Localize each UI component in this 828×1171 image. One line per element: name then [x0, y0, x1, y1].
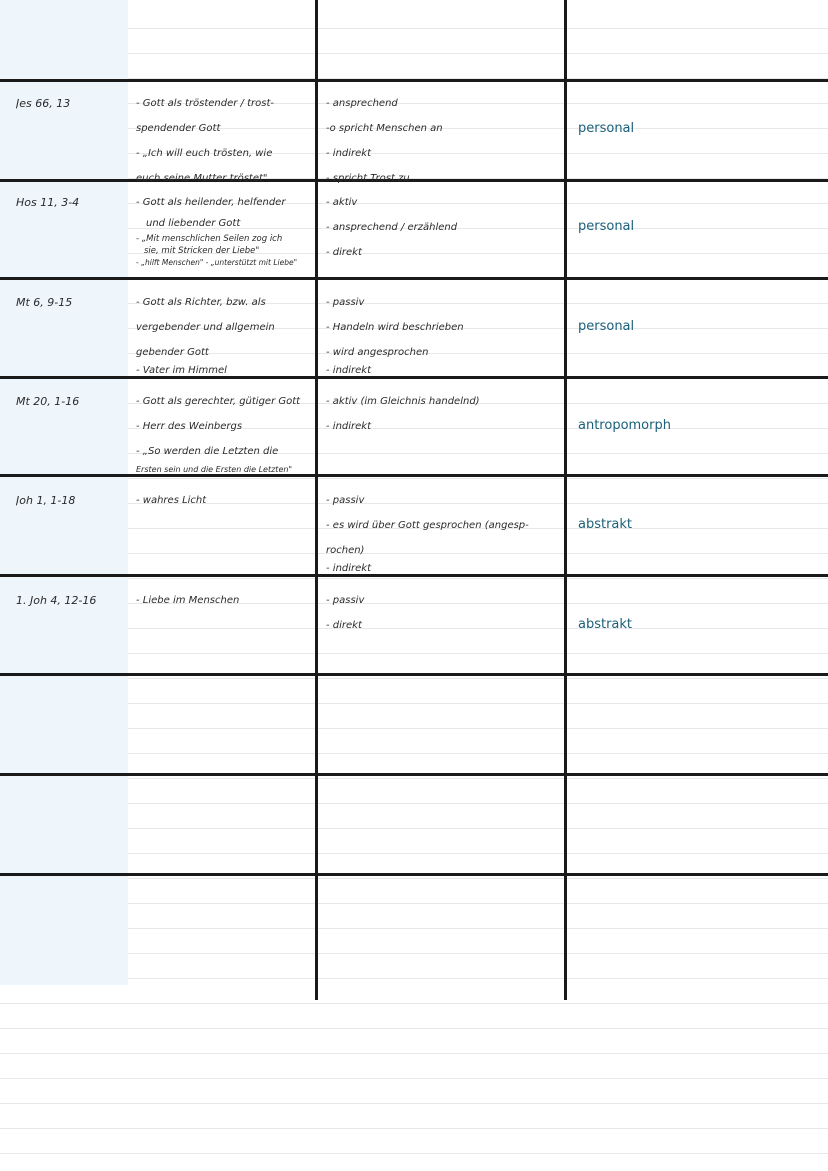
style-line: - indirekt: [326, 563, 372, 574]
category-label: antropomorph: [578, 418, 671, 433]
column-divider: [564, 0, 567, 1000]
description-line: und liebender Gott: [146, 218, 241, 229]
style-cell: [326, 389, 564, 439]
table-rule: [0, 873, 828, 876]
description-cell: [136, 488, 316, 513]
description-line: vergebender und allgemein: [136, 322, 275, 333]
style-line: - indirekt: [326, 365, 372, 376]
category-label: abstrakt: [578, 617, 633, 632]
description-line: gebender Gott: [136, 347, 209, 358]
style-line: - passiv: [326, 595, 365, 606]
table-rule: [0, 277, 828, 280]
description-line: euch seine Mutter tröstet": [136, 173, 268, 184]
description-line: - „Mit menschlichen Seilen zog ich: [136, 234, 283, 244]
description-cell: [136, 389, 316, 476]
style-cell: [326, 91, 564, 191]
table-rule: [0, 773, 828, 776]
description-cell: [136, 190, 316, 269]
description-line: spendender Gott: [136, 123, 221, 134]
table-rule: [0, 673, 828, 676]
style-line: - passiv: [326, 297, 365, 308]
category-label: personal: [578, 121, 635, 136]
description-line: - Gott als heilender, helfender: [136, 197, 286, 208]
style-line: - passiv: [326, 495, 365, 506]
description-line: - Liebe im Menschen: [136, 595, 240, 606]
table-rule: [0, 474, 828, 477]
style-line: - direkt: [326, 620, 362, 631]
style-line: - indirekt: [326, 148, 372, 159]
description-line: - Herr des Weinbergs: [136, 421, 243, 432]
description-line: Ersten sein und die Ersten die Letzten": [136, 465, 293, 474]
category-label: personal: [578, 219, 635, 234]
style-cell: [326, 290, 564, 377]
bible-reference: 1. Joh 4, 12-16: [16, 594, 97, 607]
description-line: - „So werden die Letzten die: [136, 446, 279, 457]
description-line: - Gott als Richter, bzw. als: [136, 297, 266, 308]
description-cell: [136, 290, 316, 377]
description-cell: [136, 588, 316, 613]
style-cell: [326, 588, 564, 638]
style-line: - es wird über Gott gesprochen (angesp-: [326, 520, 529, 531]
style-line: - direkt: [326, 247, 362, 258]
style-line: - indirekt: [326, 421, 372, 432]
bible-reference: Mt 20, 1-16: [16, 395, 80, 408]
description-line: - Gott als tröstender / trost-: [136, 98, 274, 109]
style-line: - ansprechend: [326, 98, 398, 109]
style-line: - aktiv: [326, 197, 358, 208]
style-line: -o spricht Menschen an: [326, 123, 443, 134]
description-cell: [136, 91, 316, 191]
description-line: - wahres Licht: [136, 495, 207, 506]
style-cell: [326, 190, 564, 265]
category-label: abstrakt: [578, 517, 633, 532]
bible-reference: Hos 11, 3-4: [16, 196, 80, 209]
description-line: - Gott als gerechter, gütiger Gott: [136, 396, 301, 407]
style-line: - Handeln wird beschrieben: [326, 322, 464, 333]
bible-reference: Joh 1, 1-18: [16, 494, 76, 507]
bible-reference: Mt 6, 9-15: [16, 296, 73, 309]
bible-reference: Jes 66, 13: [16, 97, 71, 110]
category-label: personal: [578, 319, 635, 334]
description-line: - „Ich will euch trösten, wie: [136, 148, 273, 159]
style-line: - aktiv (im Gleichnis handelnd): [326, 396, 480, 407]
style-line: - wird angesprochen: [326, 347, 429, 358]
description-line: sie, mit Stricken der Liebe": [144, 246, 260, 256]
style-cell: [326, 488, 564, 575]
table-rule: [0, 79, 828, 82]
description-line: - Vater im Himmel: [136, 365, 227, 376]
style-line: - spricht Trost zu: [326, 173, 410, 184]
style-line: rochen): [326, 545, 365, 556]
style-line: - ansprechend / erzählend: [326, 222, 458, 233]
description-line: - „hilft Menschen" - „unterstützt mit Liebe": [136, 258, 298, 267]
